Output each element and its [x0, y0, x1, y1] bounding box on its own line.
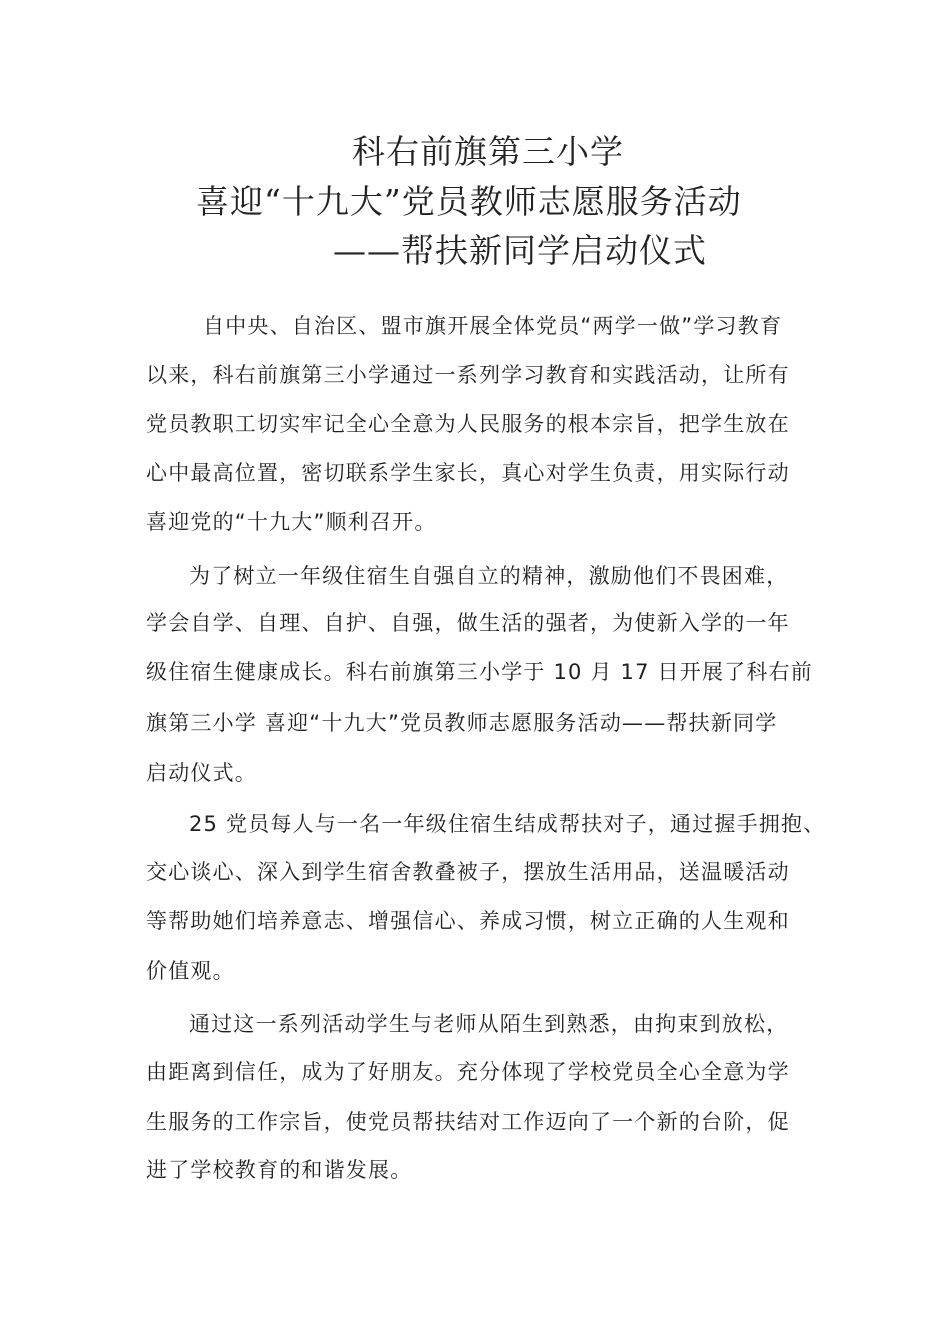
paragraph-2-line: 学会自学、自理、自护、自强，做生活的强者，为使新入学的一年	[146, 611, 790, 635]
paragraph-1-line: 党员教职工切实牢记全心全意为人民服务的根本宗旨，把学生放在	[146, 412, 790, 436]
paragraph-2-line: 为了树立一年级住宿生自强自立的精神，激励他们不畏困难，	[189, 564, 789, 588]
paragraph-4-line: 生服务的工作宗旨，使党员帮扶结对工作迈向了一个新的台阶，促	[146, 1110, 790, 1134]
paragraph-3-line: 等帮助她们培养意志、增强信心、养成习惯，树立正确的人生观和	[146, 909, 790, 933]
paragraph-3-line: 交心谈心、深入到学生宿舍教叠被子，摆放生活用品，送温暖活动	[146, 860, 790, 884]
paragraph-2-line: 启动仪式。	[146, 761, 257, 785]
paragraph-3-line: 价值观。	[146, 959, 235, 983]
paragraph-2-line: 级住宿生健康成长。科右前旗第三小学于 10 月 17 日开展了科右前	[146, 660, 813, 684]
title-subtitle: ——帮扶新同学启动仪式	[333, 231, 707, 270]
paragraph-4-line: 由距离到信任，成为了好朋友。充分体现了学校党员全心全意为学	[146, 1060, 790, 1084]
paragraph-1-line: 自中央、自治区、盟市旗开展全体党员“两学一做”学习教育	[203, 314, 783, 338]
title-school-name: 科右前旗第三小学	[352, 132, 624, 171]
paragraph-4-line: 进了学校教育的和谐发展。	[146, 1158, 413, 1182]
paragraph-2-line: 旗第三小学 喜迎“十九大”党员教师志愿服务活动——帮扶新同学	[146, 711, 778, 735]
title-activity-name: 喜迎“十九大”党员教师志愿服务活动	[196, 182, 742, 221]
paragraph-1-line: 以来，科右前旗第三小学通过一系列学习教育和实践活动，让所有	[146, 363, 790, 387]
paragraph-1-line: 喜迎党的“十九大”顺利召开。	[146, 510, 437, 534]
paragraph-3-line: 25 党员每人与一名一年级住宿生结成帮扶对子，通过握手拥抱、	[189, 812, 826, 836]
paragraph-1-line: 心中最高位置，密切联系学生家长，真心对学生负责，用实际行动	[146, 461, 790, 485]
paragraph-4-line: 通过这一系列活动学生与老师从陌生到熟悉，由拘束到放松，	[189, 1012, 789, 1036]
